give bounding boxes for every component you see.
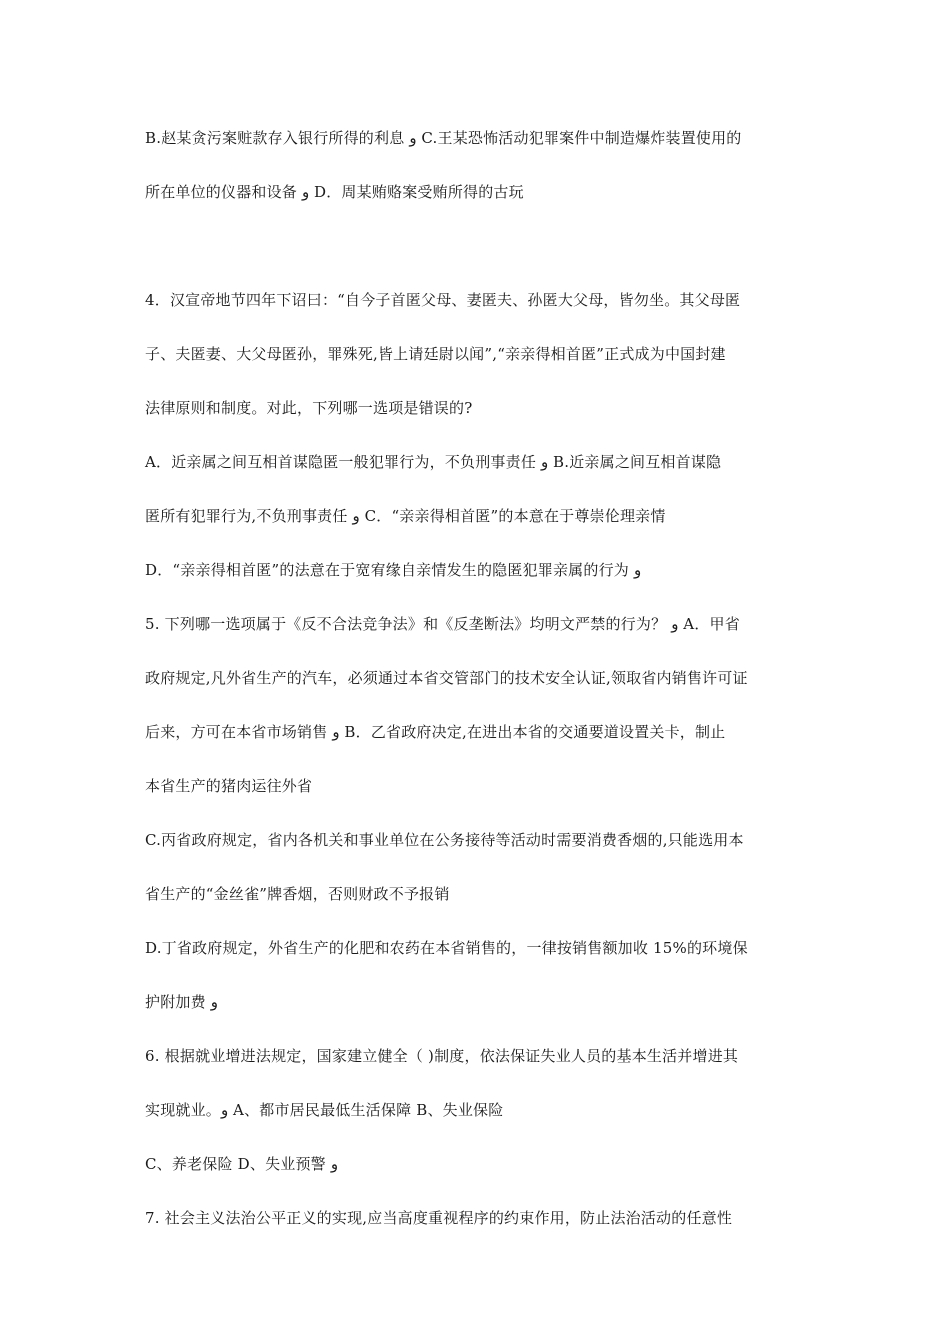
text-line: 护附加费 و xyxy=(145,993,219,1011)
question-7-line: 7. 社会主义法治公平正义的实现,应当高度重视程序的约束作用，防止法治活动的任意性 xyxy=(145,1209,733,1227)
text-line: 本省生产的猪肉运往外省 xyxy=(145,777,313,795)
text-line: B.赵某贪污案赃款存入银行所得的利息 و C.王某恐怖活动犯罪案件中制造爆炸装置使用的 xyxy=(145,129,742,147)
question-5-line: 5. 下列哪一选项属于《反不合法竞争法》和《反垄断法》均明文严禁的行为？ و A．甲省 xyxy=(145,615,740,633)
question-6-line: 6. 根据就业增进法规定，国家建立健全（ )制度，依法保证失业人员的基本生活并增进其 xyxy=(145,1047,739,1065)
question-4-line: 4．汉宣帝地节四年下诏曰：“自今子首匿父母、妻匿夫、孙匿大父母，皆勿坐。其父母匿 xyxy=(145,291,741,309)
text-line: 法律原则和制度。对此，下列哪一选项是错误的? xyxy=(145,399,473,417)
option-line: 实现就业。و A、都市居民最低生活保障 B、失业保险 xyxy=(145,1101,504,1119)
text-line: 省生产的“金丝雀”牌香烟，否则财政不予报销 xyxy=(145,885,450,903)
text-line: 所在单位的仪器和设备 و D．周某贿赂案受贿所得的古玩 xyxy=(145,183,524,201)
text-line: 后来，方可在本省市场销售 و B．乙省政府决定,在进出本省的交通要道设置关卡，制止 xyxy=(145,723,726,741)
option-line: C.丙省政府规定，省内各机关和事业单位在公务接待等活动时需要消费香烟的,只能选用本 xyxy=(145,831,744,849)
option-line: C、养老保险 D、失业预警 و xyxy=(145,1155,339,1173)
option-line: 匿所有犯罪行为,不负刑事责任 و C．“亲亲得相首匿”的本意在于尊崇伦理亲情 xyxy=(145,507,666,525)
option-line: D．“亲亲得相首匿”的法意在于宽宥缘自亲情发生的隐匿犯罪亲属的行为 و xyxy=(145,561,642,579)
option-line: D.丁省政府规定，外省生产的化肥和农药在本省销售的，一律按销售额加收 15%的环境保 xyxy=(145,939,748,957)
option-line: A．近亲属之间互相首谋隐匿一般犯罪行为，不负刑事责任 و B.近亲属之间互相首谋隐 xyxy=(145,453,722,471)
text-line: 子、夫匿妻、大父母匿孙，罪殊死,皆上请廷尉以闻”,“亲亲得相首匿”正式成为中国封建 xyxy=(145,345,726,363)
text-line: 政府规定,凡外省生产的汽车，必须通过本省交管部门的技术安全认证,领取省内销售许可证 xyxy=(145,669,748,687)
